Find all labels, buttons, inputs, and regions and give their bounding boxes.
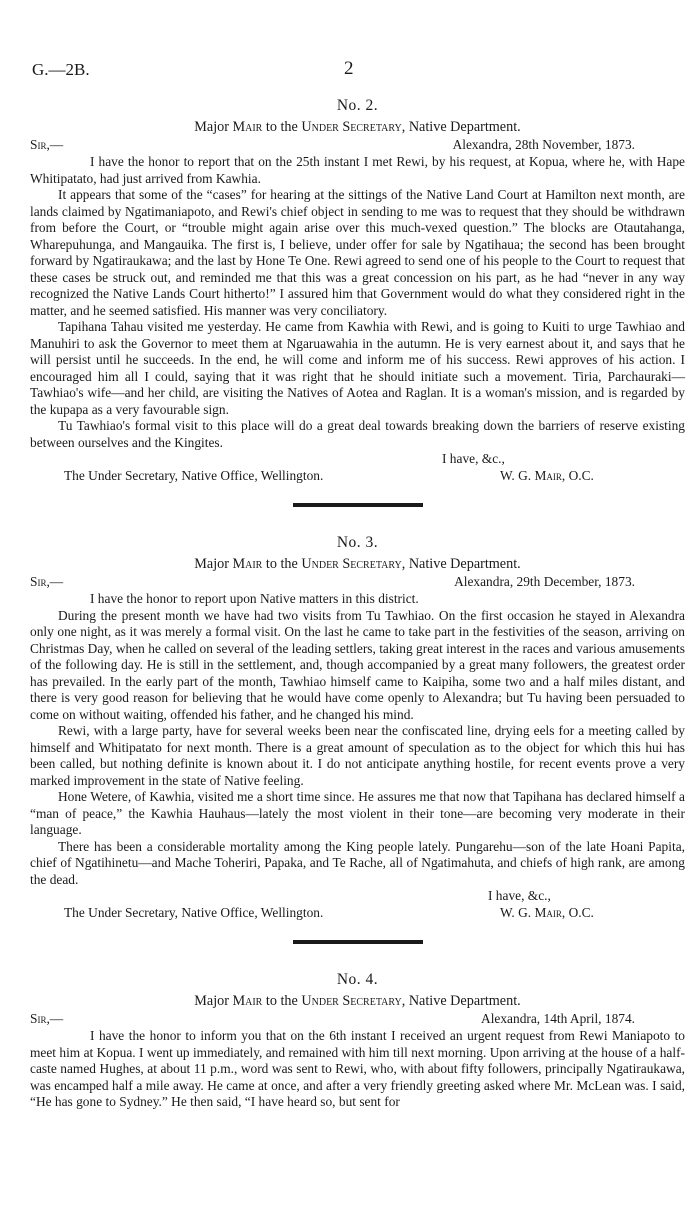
page-header: [30, 40, 685, 79]
paragraph: There has been a considerable mortality among the King people lately. Pungarehu—son of the late Hoani Papita, chief of Ngatihinetu—and Mache Toheriri, Papaka, and Te Rache, all of Ngatimahuta, and chiefs of high rank, are among the dead.: [30, 838, 685, 887]
letter-body: [30, 591, 685, 888]
section-divider: [293, 503, 423, 507]
paragraph: It appears that some of the “cases” for hearing at the sittings of the Native Land Court at Hamilton next month, are lands claimed by Ngatimaniapoto, and Rewi's chief object in sending to me was to request that they should be withdrawn from before the Court, or “trouble might again arise over this much-vexed question.” The blocks are Otautahanga, Wharepuhunga, and Mangauika. The first is, I believe, under offer for sale by Ngatihaua; the second has been brought forward by Ngatiraukawa; and the last by Hone Te One. Rewi agreed to send one of his people to the Court to request that these cases be struck out, and reminded me that this was a great concession on his part, as he had “never in any way recognized the Native Lands Court hitherto!” I assured him that Government would do what they considered right in the matter, and he seemed satisfied. His manner was very conciliatory.: [30, 187, 685, 318]
letter-no-3: [30, 535, 685, 922]
letter-body: [30, 1028, 685, 1111]
letter-heading: Major Mair to the Under Secretary, Native Department.: [194, 555, 521, 572]
closing-phrase: I have, &c.,: [488, 888, 551, 903]
salutation: Sir,—: [30, 574, 64, 589]
salutation: Sir,—: [30, 1011, 64, 1026]
letter-no-2: [30, 98, 685, 485]
signature: W. G. Mair, O.C.: [500, 468, 594, 483]
addressee: The Under Secretary, Native Office, Wellington.: [64, 468, 324, 483]
paragraph: I have the honor to report upon Native matters in this district.: [90, 591, 419, 606]
paragraph: Hone Wetere, of Kawhia, visited me a short time since. He assures me that now that Tapihana has declared himself a “man of peace,” the Kawhia Hauhaus—lately the most violent in their tone—are becoming very moderate in their language.: [30, 789, 685, 837]
letter-number: No. 2.: [336, 97, 379, 114]
signature: W. G. Mair, O.C.: [500, 905, 594, 920]
letter-number: No. 3.: [336, 534, 379, 551]
letter-heading: Major Mair to the Under Secretary, Native Department.: [194, 992, 521, 1009]
paragraph: Tapihana Tahau visited me yesterday. He came from Kawhia with Rewi, and is going to Kuiti to urge Tawhiao and Manuhiri to ask the Governor to meet them at Ngaruawahia in the autumn. He is very earnest about it, and says that he will persist until he succeeds. In the end, he will come and inform me of his success. Rewi approves of his action. I encouraged him all I could, saying that it was right that he should initiate such a movement. Tiria, Parchauraki—Tawhiao's wife—and her child, are visiting the Natives of Aotea and Raglan. It is a woman's mission, and is regarded by the kupapa as a very favourable sign.: [30, 319, 685, 417]
letter-closing: [30, 451, 685, 485]
letter-date: Alexandra, 14th April, 1874.: [481, 1011, 635, 1026]
letter-number: No. 4.: [336, 971, 379, 988]
paragraph: During the present month we have had two visits from Tu Tawhiao. On the first occasion he stayed in Alexandra only one night, as it was merely a formal visit. On the last he came to take part in the festivities of the season, arriving on Christmas Day, when he called on several of the leading settlers, taking great interest in the races and various amusements of the following day. He is still in the settlement, and, though accompanied by a great many followers, the greatest order has prevailed. In the early part of the month, Tawhiao himself came to Kaipiha, some two and a half miles distant, and there is very good reason for believing that he would have come openly to Alexandra; but Tu having been persuaded to come on without waiting, offended his father, and he changed his mind.: [30, 607, 685, 722]
paragraph: Rewi, with a large party, have for several weeks been near the confiscated line, drying eels for a meeting called by himself and Whitipatato for next month. There is a great amount of speculation as to the object for which this hui has been called, but nothing definite is known about it. I do not anticipate anything hostile, for recent events prove a very marked improvement in the state of Native feeling.: [30, 723, 685, 788]
letter-closing: [30, 888, 685, 922]
page-number: 2: [344, 58, 354, 79]
document-reference: G.—2B.: [32, 60, 90, 79]
section-divider: [293, 940, 423, 944]
salutation: Sir,—: [30, 137, 64, 152]
document-page: [30, 40, 685, 1111]
letter-date: Alexandra, 28th November, 1873.: [452, 137, 635, 152]
addressee: The Under Secretary, Native Office, Wellington.: [64, 905, 324, 920]
letter-date: Alexandra, 29th December, 1873.: [454, 574, 635, 589]
paragraph: Tu Tawhiao's formal visit to this place will do a great deal towards breaking down the barriers of reserve existing between ourselves and the Kingites.: [30, 418, 685, 450]
letter-body: [30, 154, 685, 451]
paragraph: I have the honor to inform you that on the 6th instant I received an urgent request from Rewi Maniapoto to meet him at Kopua. I went up immediately, and remained with him till next morning. Upon arriving at the house of a half-caste named Hughes, at about 11 p.m., word was sent to Rewi, who, with about fifty followers, principally Ngatiraukawa, was encamped half a mile away. He came at once, and after a very friendly greeting asked where Mr. McLean was. I said, “He has gone to Sydney.” He then said, “I have heard so, but sent for: [30, 1028, 685, 1109]
letter-heading: Major Mair to the Under Secretary, Native Department.: [194, 118, 521, 135]
paragraph: I have the honor to report that on the 25th instant I met Rewi, by his request, at Kopua, where he, with Hape Whitipatato, had just arrived from Kawhia.: [30, 154, 685, 186]
closing-phrase: I have, &c.,: [442, 451, 505, 466]
letter-no-4: [30, 972, 685, 1111]
